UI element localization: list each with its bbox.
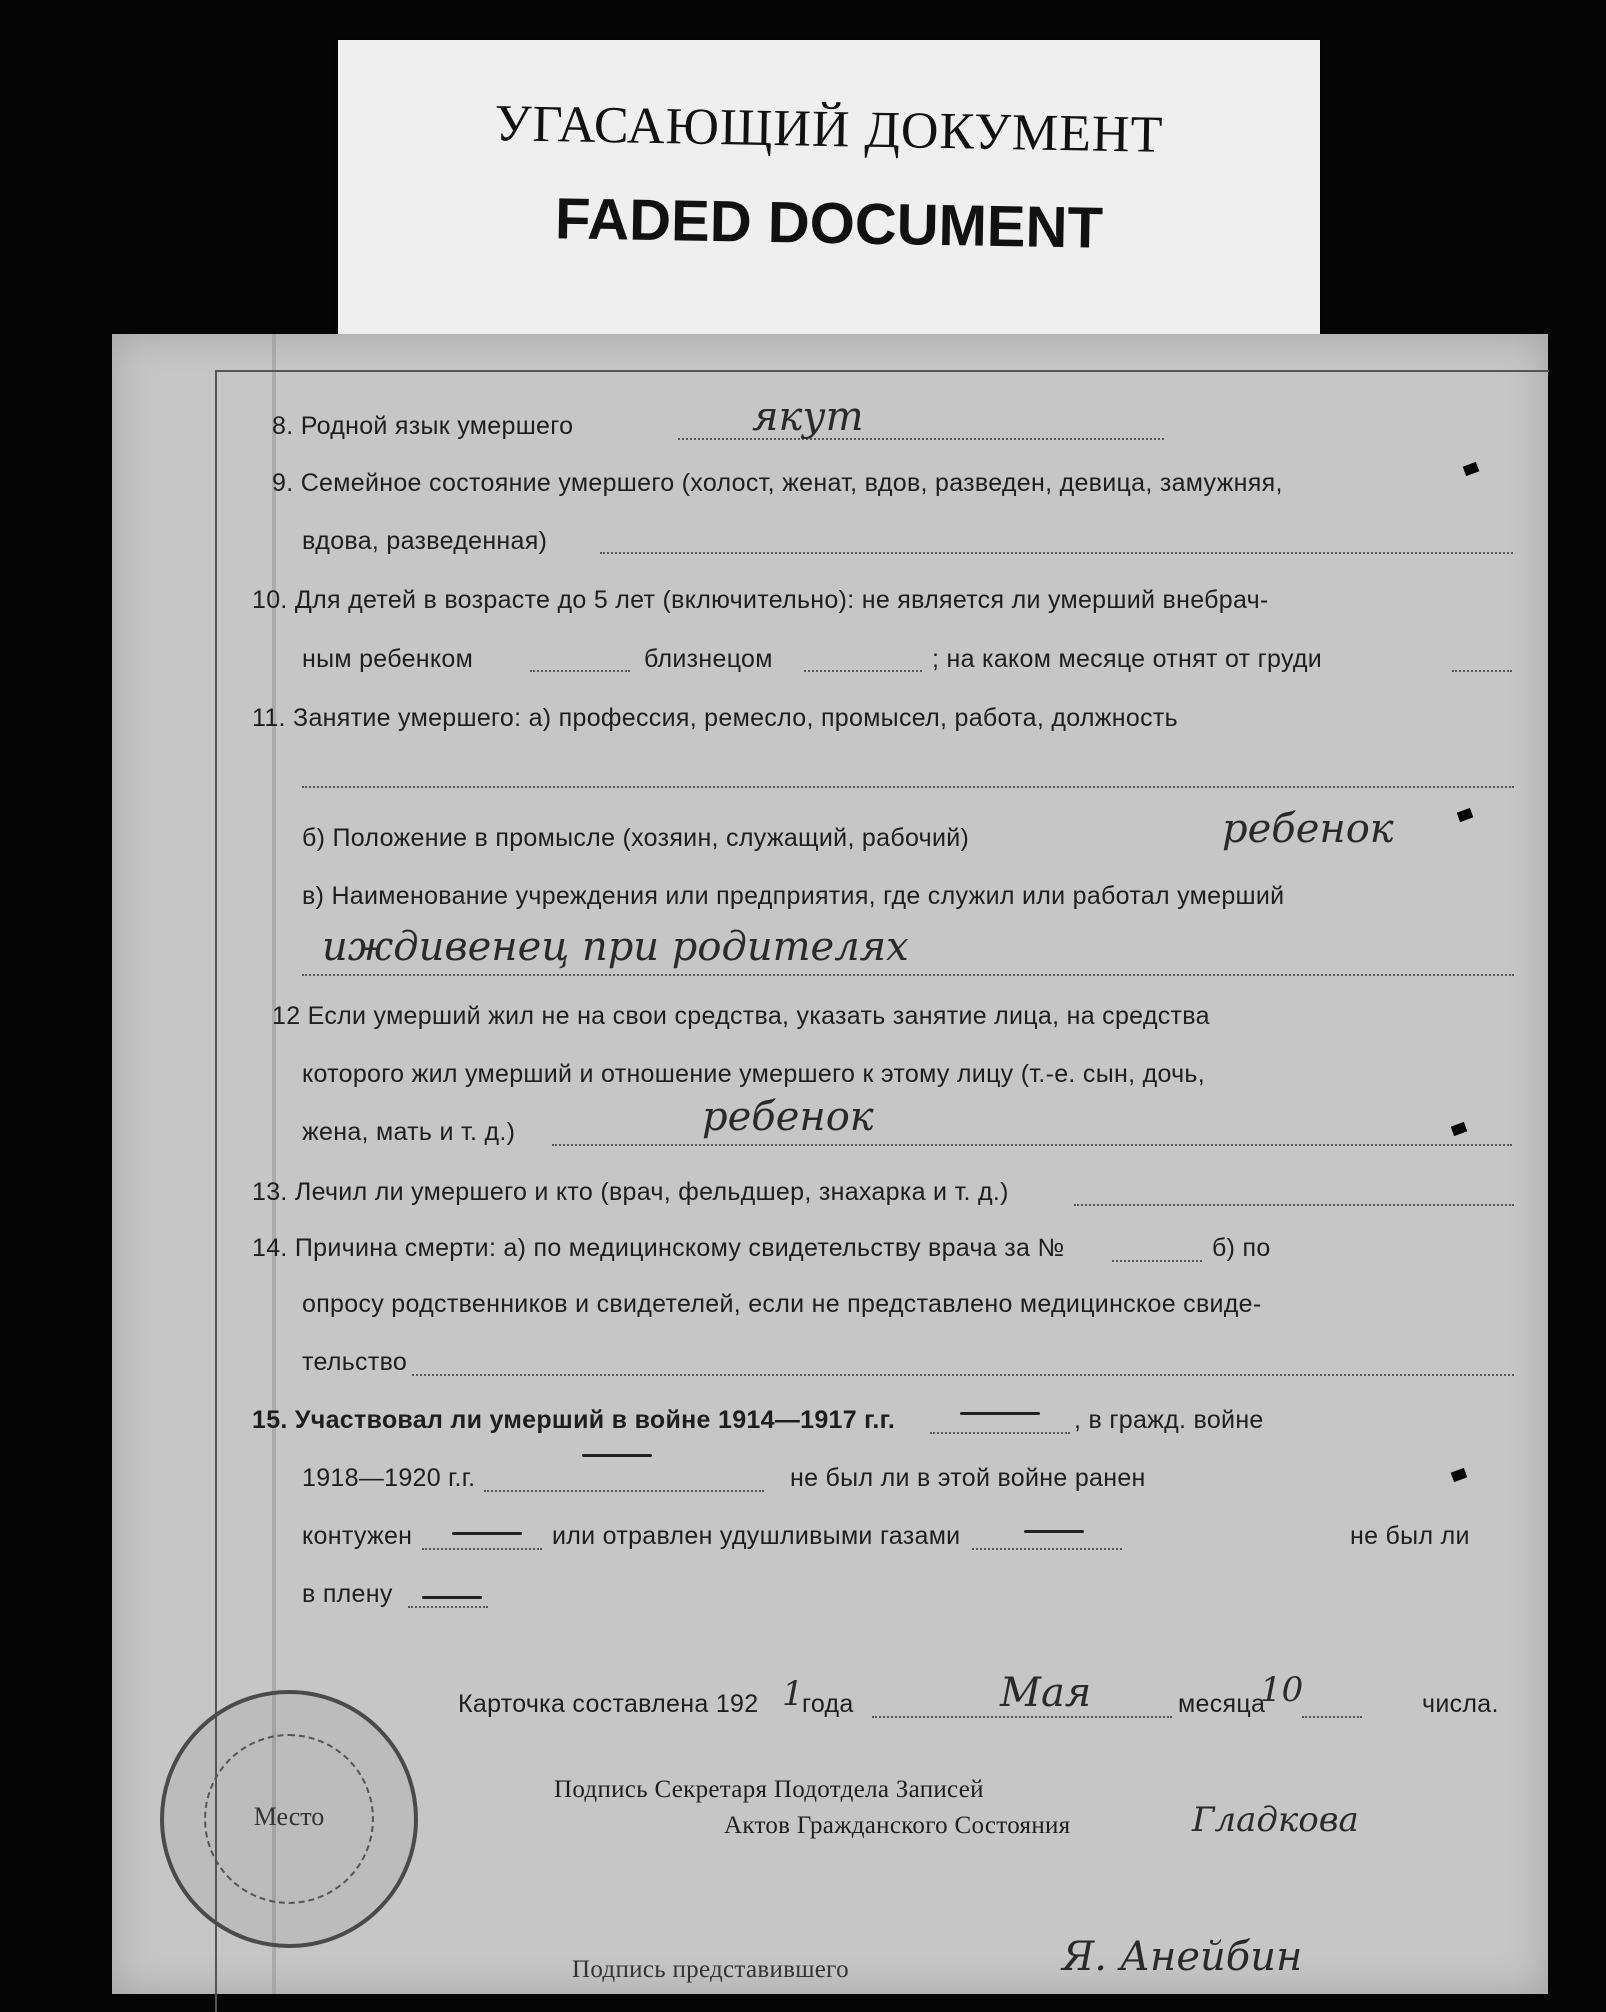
item-11-b-answer: ребенок: [1222, 806, 1394, 852]
item-12-line1: 12 Если умерший жил не на свои средства, указать занятие лица, на средства: [272, 1002, 1210, 1030]
stamp-label: Место: [253, 1802, 325, 1831]
item-14-line2: опросу родственников и свидетелей, если не представлено медицинское свиде-: [302, 1290, 1262, 1318]
item-14-line1b: б) по: [1212, 1234, 1271, 1262]
item-12-line: [552, 1144, 1512, 1146]
item-9-line: [600, 552, 1513, 554]
item-12-line3: жена, мать и т. д.): [302, 1118, 516, 1146]
item-14-certificate-line: [1112, 1260, 1202, 1262]
item-15-ww1-line: [930, 1432, 1070, 1434]
item-15-captivity-line: [408, 1606, 488, 1608]
compiled-day-word: числа.: [1422, 1690, 1499, 1718]
signature-line2: Актов Гражданского Состояния: [724, 1812, 1071, 1839]
item-14-line3: тельство: [302, 1348, 408, 1376]
compiled-month: Мая: [1000, 1670, 1092, 1716]
item-10-line2b: близнецом: [644, 645, 773, 673]
secretary-signature: Гладкова: [1192, 1800, 1359, 1840]
item-11-profession-line: [302, 786, 1514, 788]
item-15-civil-war-line: [484, 1490, 764, 1492]
item-15-ww1-dash: [960, 1412, 1040, 1415]
item-9-line2: вдова, разведенная): [302, 527, 548, 555]
item-8-label: 8. Родной язык умершего: [272, 412, 574, 440]
item-8-line: [678, 438, 1164, 440]
item-10-line2a: ным ребенком: [302, 645, 474, 673]
compiled-day-line: [1302, 1716, 1362, 1718]
item-12-line2: которого жил умерший и отношение умершего к этому лицу (т.-е. сын, дочь,: [302, 1060, 1206, 1088]
item-12-answer: ребенок: [702, 1094, 874, 1140]
item-10-line1: 10. Для детей в возрасте до 5 лет (включительно): не является ли умерший внебрач-: [252, 586, 1269, 614]
item-15-line3b: или отравлен удушливыми газами: [552, 1522, 961, 1550]
item-15-line4: в плену: [302, 1580, 393, 1608]
compiled-prefix: Карточка составлена 192: [458, 1690, 759, 1718]
item-13-label: 13. Лечил ли умершего и кто (врач, фельдшер, знахарка и т. д.): [252, 1178, 1009, 1206]
official-stamp: [160, 1690, 418, 1948]
item-10-weaning-line: [1452, 670, 1512, 672]
item-15-line3c: не был ли: [1350, 1522, 1470, 1550]
compiled-month-line: [872, 1716, 1172, 1718]
item-10-twin-line: [804, 670, 922, 672]
item-15-line1b: , в гражд. войне: [1074, 1406, 1264, 1434]
item-15-gas-dash: [1024, 1530, 1084, 1533]
item-10-illegitimate-line: [530, 670, 630, 672]
item-15-civil-war-dash: [582, 1454, 652, 1457]
item-15-gas-line: [972, 1548, 1122, 1550]
item-15-line1a: 15. Участвовал ли умерший в войне 1914—1917 г.г.: [252, 1406, 896, 1434]
item-8-answer: якут: [752, 394, 864, 440]
item-15-captivity-dash: [422, 1596, 482, 1599]
item-15-line2a: 1918—1920 г.г.: [302, 1464, 476, 1492]
item-14-line: [412, 1374, 1514, 1376]
item-11-v-line: [302, 974, 1514, 976]
item-15-line2b: не был ли в этой войне ранен: [790, 1464, 1146, 1492]
item-15-contused-dash: [452, 1532, 522, 1535]
item-13-line: [1074, 1204, 1514, 1206]
item-15-contused-line: [422, 1548, 542, 1550]
item-11-line1: 11. Занятие умершего: а) профессия, ремесло, промысел, работа, должность: [252, 704, 1178, 732]
item-9-line1: 9. Семейное состояние умершего (холост, женат, вдов, разведен, девица, замужняя,: [272, 469, 1283, 497]
faded-label-english: FADED DOCUMENT: [554, 186, 1104, 261]
compiled-year-digit: 1: [782, 1674, 804, 1714]
compiled-month-word: месяца: [1178, 1690, 1266, 1718]
item-15-line3a: контужен: [302, 1522, 413, 1550]
faded-label-russian: УГАСАЮЩИЙ ДОКУМЕНТ: [494, 95, 1164, 164]
item-11-b-label: б) Положение в промысле (хозяин, служащий, рабочий): [302, 824, 970, 852]
bottom-signature: Я. Анейбин: [1062, 1934, 1303, 1980]
item-14-line1a: 14. Причина смерти: а) по медицинскому свидетельству врача за №: [252, 1234, 1065, 1262]
signature-line1: Подпись Секретаря Подотдела Записей: [554, 1776, 984, 1803]
faded-document-label: [338, 40, 1320, 340]
item-11-v-answer: иждивенец при родителях: [322, 924, 909, 970]
compiled-day: 10: [1260, 1670, 1304, 1710]
compiled-year-word: года: [802, 1690, 854, 1718]
item-11-v-label: в) Наименование учреждения или предприятия, где служил или работал умерший: [302, 882, 1285, 910]
item-10-line2c: ; на каком месяце отнят от груди: [932, 645, 1323, 673]
bottom-partial-label: Подпись представившего: [572, 1956, 849, 1983]
